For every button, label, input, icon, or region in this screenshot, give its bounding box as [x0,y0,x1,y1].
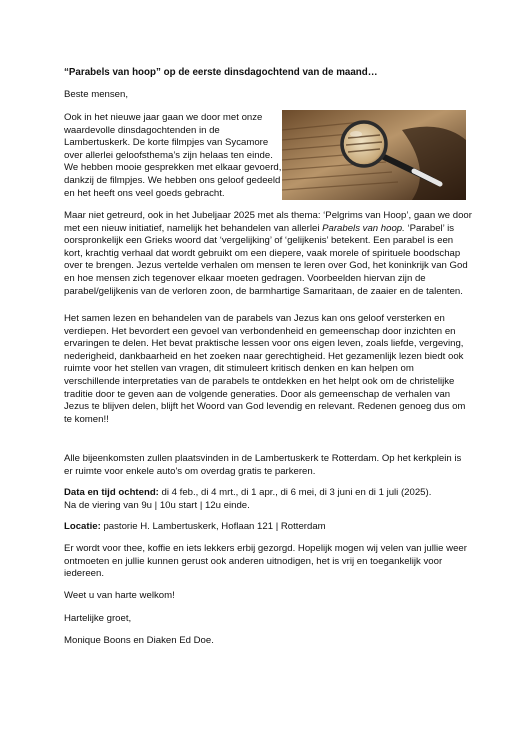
welcome-line: Weet u van harte welkom! [64,590,175,601]
paragraph-benefits: Het samen lezen en behandelen van de parabels van Jezus kan ons geloof versterken en verdiepen. Het bevordert een gevoel van verbondenheid en gemeenschap door inzichten en ervaringen te delen. Het bevat praktische lessen voor ons eigen leven, zoals liefde, vergeving, nederigheid, dankbaarheid en het zoeken naar gerechtigheid. Het gezamenlijk lezen biedt ook ruimte voor het stellen van vragen, dit stimuleert kritisch denken en kan helpen om verschillende interpretaties van de parabels te ontdekken en het helpt ook om de christelijke traditie door te geven aan de volgende generaties. Door als gemeenschap de verhalen van Jezus te blijven delen, blijft het Woord van God levendig en relevant. Redenen genoeg dus om te komen!! [64,313,466,425]
magnifying-glass-photo [282,110,466,200]
closing-line: Hartelijke groet, [64,613,132,624]
greeting: Beste mensen, [64,89,128,100]
paragraph-refreshments: Er wordt voor thee, koffie en iets lekkers erbij gezorgd. Hopelijk mogen wij velen van jullie weer ontmoeten en jullie kunnen gerust ook anderen uitnodigen, het is vrij en toegankelijk voor iedereen. [64,543,467,580]
dates-times: Na de viering van 9u | 10u start | 12u einde. [64,499,250,511]
paragraph-initiative-text: Maar niet getreurd, ook in het Jubeljaar 2025 met als thema: ‘Pelgrims van Hoop’, gaan we door met een nieuw initiatief, namelijk het behandelen van allerlei [64,210,472,234]
paragraph-initiative [64,210,472,298]
location-value: pastorie H. Lambertuskerk, Hoflaan 121 | Rotterdam [100,521,326,532]
document-title: “Parabels van hoop” op de eerste dinsdagochtend van de maand… [64,67,378,78]
intro-paragraph: Ook in het nieuwe jaar gaan we door met onze waardevolle dinsdagochtenden in de Lambertuskerk. De korte filmpjes van Sycamore over allerlei geloofsthema’s zijn helaas ten einde. We hebben mooie gesprekken met elkaar gevoerd, dankzij de filmpjes. We hebben ons geloof gedeeld en het heeft ons veel goeds gebracht. [64,112,282,199]
dates-value: di 4 feb., di 4 mrt., di 1 apr., di 6 mei, di 3 juni en di 1 juli (2025). [158,487,432,498]
paragraph-venue: Alle bijeenkomsten zullen plaatsvinden in de Lambertuskerk te Rotterdam. Op het kerkplein is er ruimte voor enkele auto's om overdag gratis te parkeren. [64,453,462,477]
location-label: Locatie: [64,521,101,532]
dates-label: Data en tijd ochtend: [64,487,159,498]
signature: Monique Boons en Diaken Ed Doe. [64,635,214,646]
parabels-van-hoop-italic: Parabels van hoop. [322,222,405,234]
dates-block [64,487,472,512]
paragraph-initiative-text-2: ‘Parabel’ is oorspronkelijk een Grieks woord dat ‘vergelijking’ of ‘gelijkenis’ betekent. Een parabel is een kort, krachtig verhaal dat wordt gebruikt om een diepere, vaak morele of spirituele boodschap over te brengen. Jezus vertelde verhalen om mensen te leren over God, het koninkrijk van God en hoe mensen zich tegenover elkaar moeten gedragen. Voorbeelden hiervan zijn de parabel/gelijkenis van de verloren zoon, de barmhartige Samaritaan, de zaaier en de talenten. [64,222,468,297]
location-block [64,521,472,534]
